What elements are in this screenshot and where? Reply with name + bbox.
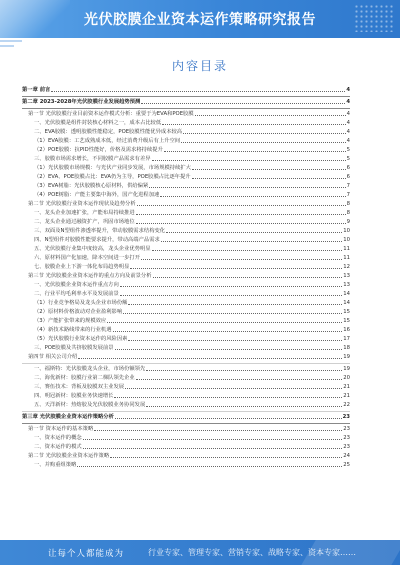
toc-entry-page: 10 <box>343 237 350 243</box>
toc-leader-dots <box>83 437 343 440</box>
toc-entry[interactable] <box>22 383 350 392</box>
toc-entry-label: 二、海优新材：胶膜行业第二梯队领先企业 <box>34 375 135 381</box>
toc-entry-page: 15 <box>343 318 350 324</box>
toc-entry[interactable] <box>22 281 350 290</box>
table-of-contents <box>22 86 350 470</box>
toc-entry-page: 12 <box>343 264 350 270</box>
toc-entry-label: 三、POE胶膜及共挤胶膜发展前景 <box>34 345 114 351</box>
toc-entry-label: 第四节 相关公司介绍 <box>28 354 78 360</box>
toc-entry-label: 二、行业平均毛利率水平及发展前景 <box>34 291 119 297</box>
toc-divider <box>22 96 350 97</box>
toc-entry-page: 4 <box>346 111 350 117</box>
toc-leader-dots <box>110 455 342 458</box>
toc-leader-dots <box>137 203 346 206</box>
toc-entry[interactable] <box>22 461 350 470</box>
report-title: 光伏胶膜企业资本运作策略研究报告 <box>84 12 316 28</box>
toc-leader-dots <box>51 89 345 92</box>
toc-entry-label: 二、资本运作的模式 <box>34 444 82 450</box>
toc-entry-page: 25 <box>343 462 350 468</box>
toc-entry-label: 第二节 光伏胶膜行业资本运作现状及趋势分析 <box>28 201 136 207</box>
toc-entry-page: 17 <box>343 336 350 342</box>
toc-entry[interactable] <box>22 452 350 461</box>
toc-entry-page: 4 <box>346 138 350 144</box>
toc-leader-dots <box>160 194 345 197</box>
toc-entry-page: 9 <box>346 219 350 225</box>
toc-leader-dots <box>77 464 342 467</box>
toc-entry[interactable] <box>22 191 350 200</box>
toc-entry[interactable] <box>22 218 350 227</box>
toc-leader-dots <box>162 122 345 125</box>
toc-entry[interactable] <box>22 146 350 155</box>
toc-leader-dots <box>136 377 343 380</box>
toc-entry[interactable] <box>22 392 350 401</box>
toc-entry-label: 第一章 前言 <box>22 87 51 93</box>
toc-leader-dots <box>113 329 343 332</box>
toc-divider <box>22 411 350 412</box>
toc-entry-label: 五、光伏胶膜行业集中度较高，龙头企业优势明显 <box>34 246 151 252</box>
toc-entry-page: 13 <box>343 273 350 279</box>
toc-entry-label: （2）EVA、POE胶膜占比：EVA仍为主导，POE胶膜占比逐年提升 <box>34 174 191 180</box>
toc-entry-label: 第一节 资本运作的基本策略 <box>28 426 94 432</box>
toc-entry[interactable] <box>22 374 350 383</box>
toc-leader-dots <box>192 167 346 170</box>
toc-leader-dots <box>128 302 342 305</box>
toc-entry[interactable] <box>22 317 350 326</box>
toc-entry-page: 14 <box>343 291 350 297</box>
toc-entry-page: 23 <box>343 435 350 441</box>
toc-leader-dots <box>183 131 346 134</box>
toc-entry[interactable] <box>22 227 350 236</box>
toc-entry-page: 24 <box>343 453 350 459</box>
toc-entry[interactable] <box>22 413 350 422</box>
toc-entry-page: 8 <box>346 201 350 207</box>
toc-entry-page: 19 <box>343 366 350 372</box>
toc-entry-page: 5 <box>346 156 350 162</box>
toc-entry-label: （3）产能扩张带来的规模效应 <box>34 318 107 324</box>
toc-entry-page: 23 <box>342 414 350 420</box>
toc-entry[interactable] <box>22 353 350 362</box>
toc-leader-dots <box>152 248 343 251</box>
toc-entry[interactable] <box>22 443 350 452</box>
toc-entry-label: （2）POE胶膜：抗PID性能好，价格及需求将持续提升 <box>34 147 163 153</box>
toc-leader-dots <box>123 311 342 314</box>
toc-leader-dots <box>114 395 342 398</box>
toc-entry-page: 7 <box>346 192 350 198</box>
toc-leader-dots <box>152 158 346 161</box>
toc-entry-label: （1）光伏胶膜市场规模：与光伏产业同步发展，市场规模持续扩大 <box>34 165 191 171</box>
toc-entry-page: 4 <box>346 129 350 135</box>
toc-leader-dots <box>166 230 342 233</box>
toc-entry-page: 13 <box>343 282 350 288</box>
toc-entry-label: （5）光伏胶膜行业资本运作的风险因素 <box>34 336 128 342</box>
decorative-stripe <box>0 40 22 42</box>
toc-entry-page: 23 <box>343 426 350 432</box>
toc-leader-dots <box>149 185 345 188</box>
toc-entry[interactable] <box>22 365 350 374</box>
toc-entry[interactable] <box>22 290 350 299</box>
toc-entry[interactable] <box>22 401 350 410</box>
toc-entry-page: 11 <box>343 255 350 261</box>
toc-entry[interactable] <box>22 182 350 191</box>
toc-divider <box>22 363 350 364</box>
toc-leader-dots <box>141 257 342 260</box>
toc-entry-label: 第二章 2023-2028年光伏胶膜行业发展趋势预测 <box>22 99 141 105</box>
toc-entry[interactable] <box>22 86 350 95</box>
toc-divider <box>22 108 350 109</box>
toc-entry-label: 五、天洋新材：热熔胶及光伏胶膜业务协同发展 <box>34 402 146 408</box>
toc-leader-dots <box>128 338 342 341</box>
toc-entry[interactable] <box>22 272 350 281</box>
decorative-stripe <box>0 45 14 47</box>
toc-leader-dots <box>115 347 343 350</box>
toc-entry-page: 10 <box>343 228 350 234</box>
toc-entry[interactable] <box>22 110 350 119</box>
toc-entry-label: 二、EVA胶膜：透明胶膜性能稳定，POE胶膜性能优异成本较高 <box>34 129 183 135</box>
toc-entry[interactable] <box>22 326 350 335</box>
toc-entry[interactable] <box>22 245 350 254</box>
toc-entry-label: 一、光伏胶膜是组件封装核心材料之一，成本占比较低 <box>34 120 162 126</box>
toc-entry-page: 19 <box>343 354 350 360</box>
toc-leader-dots <box>120 293 342 296</box>
toc-entry-label: 第二节 光伏胶膜企业资本运作策略 <box>28 453 110 459</box>
toc-entry[interactable] <box>22 299 350 308</box>
toc-entry-label: 第三节 光伏胶膜企业资本运作的重点方向及前景分析 <box>28 273 152 279</box>
toc-leader-dots <box>78 356 342 359</box>
toc-entry[interactable] <box>22 425 350 434</box>
toc-leader-dots <box>195 113 346 116</box>
toc-leader-dots <box>192 176 346 179</box>
toc-entry[interactable] <box>22 308 350 317</box>
toc-leader-dots <box>136 212 346 215</box>
toc-entry[interactable] <box>22 137 350 146</box>
toc-entry-page: 4 <box>346 99 350 105</box>
toc-entry[interactable] <box>22 200 350 209</box>
toc-entry-label: 一、光伏胶膜企业资本运作重点方向 <box>34 282 119 288</box>
toc-entry-page: 14 <box>343 300 350 306</box>
toc-entry-label: 四、N型组件对胶膜性能要求提升，带动高端产品需求 <box>34 237 160 243</box>
toc-entry[interactable] <box>22 434 350 443</box>
toc-entry-label: 一、资本运作的概念 <box>34 435 82 441</box>
toc-leader-dots <box>141 101 345 104</box>
toc-leader-dots <box>130 266 342 269</box>
toc-entry[interactable] <box>22 254 350 263</box>
toc-entry-page: 7 <box>346 183 350 189</box>
toc-entry-page: 21 <box>343 393 350 399</box>
toc-entry-page: 4 <box>346 120 350 126</box>
footer-tagline: 让每个人都能成为 <box>48 549 125 559</box>
toc-entry-label: 第一节 光伏胶膜行业目前资本运作模式分析：重要于为EVA和POE胶膜 <box>28 111 194 117</box>
toc-leader-dots <box>181 140 346 143</box>
toc-entry-page: 5 <box>346 147 350 153</box>
toc-entry[interactable] <box>22 128 350 137</box>
toc-entry-label: （4）新技术路线带来的行业机遇 <box>34 327 112 333</box>
toc-leader-dots <box>161 239 342 242</box>
header-dot-pattern <box>354 4 394 32</box>
toc-entry-label: 六、原材料国产化加速，降本空间进一步打开 <box>34 255 140 261</box>
footer-band <box>0 540 400 565</box>
toc-entry-label: （2）原材料价格波动对企业盈利影响 <box>34 309 123 315</box>
toc-entry-label: 第三章 光伏胶膜企业资本运作策略分析 <box>22 414 114 420</box>
toc-entry-label: 四、明冠新材：胶膜业务快速增长 <box>34 393 114 399</box>
toc-entry-page: 18 <box>343 345 350 351</box>
toc-leader-dots <box>153 275 343 278</box>
toc-entry-label: 三、双面及N型组件渗透率提升，带动胶膜需求结构变化 <box>34 228 166 234</box>
report-header-band <box>0 0 400 38</box>
toc-entry-page: 6 <box>346 174 350 180</box>
toc-leader-dots <box>115 416 342 419</box>
toc-entry-label: 七、胶膜企业上下游一体化布局趋势明显 <box>34 264 130 270</box>
toc-entry[interactable] <box>22 335 350 344</box>
toc-entry-page: 23 <box>343 444 350 450</box>
toc-heading: 内容目录 <box>171 59 228 73</box>
toc-entry-label: 一、龙头企业加速扩张，产能布局持续推进 <box>34 210 135 216</box>
toc-entry-page: 4 <box>346 87 350 93</box>
toc-entry-label: （1）行业竞争格局及龙头企业市场份额 <box>34 300 128 306</box>
toc-leader-dots <box>120 284 342 287</box>
toc-entry[interactable] <box>22 164 350 173</box>
toc-entry[interactable] <box>22 119 350 128</box>
footer-roles: 行业专家、管理专家、营销专家、战略专家、资本专家…… <box>148 548 356 557</box>
toc-entry-page: 11 <box>343 246 350 252</box>
toc-entry-label: （1）EVA胶膜：工艺成熟成本低，经过消费升级后有上升空间 <box>34 138 181 144</box>
toc-leader-dots <box>164 149 346 152</box>
toc-entry[interactable] <box>22 155 350 164</box>
toc-entry-label: （4）POE树脂：产能主要集中海外，国产化进程加速 <box>34 192 160 198</box>
toc-entry-page: 15 <box>343 309 350 315</box>
toc-entry[interactable] <box>22 173 350 182</box>
toc-entry-page: 8 <box>346 210 350 216</box>
toc-leader-dots <box>125 386 342 389</box>
toc-entry[interactable] <box>22 344 350 353</box>
toc-entry-page: 22 <box>343 402 350 408</box>
toc-entry-label: 一、福斯特：光伏胶膜龙头企业，市场份额领先 <box>34 366 146 372</box>
toc-entry-label: 三、胶膜市场需求增长，不同胶膜产品需求有差异 <box>34 156 151 162</box>
toc-entry[interactable] <box>22 98 350 107</box>
toc-entry-page: 20 <box>343 375 350 381</box>
toc-entry[interactable] <box>22 263 350 272</box>
toc-leader-dots <box>146 368 342 371</box>
toc-entry-page: 6 <box>346 165 350 171</box>
toc-leader-dots <box>136 221 346 224</box>
toc-leader-dots <box>107 320 342 323</box>
toc-entry-label: （3）EVA树脂：光伏胶膜核心原材料，供给偏紧 <box>34 183 149 189</box>
toc-entry-page: 16 <box>343 327 350 333</box>
toc-leader-dots <box>94 428 342 431</box>
toc-entry-label: 三、赛伍技术：背板及胶膜双主业发展 <box>34 384 125 390</box>
toc-entry-label: 一、并购重组策略 <box>34 462 77 468</box>
toc-divider <box>22 423 350 424</box>
toc-leader-dots <box>146 404 342 407</box>
toc-entry-page: 21 <box>343 384 350 390</box>
toc-entry[interactable] <box>22 209 350 218</box>
toc-entry[interactable] <box>22 236 350 245</box>
toc-entry-label: 二、龙头企业通过融资扩产，巩固市场地位 <box>34 219 135 225</box>
toc-leader-dots <box>83 446 343 449</box>
